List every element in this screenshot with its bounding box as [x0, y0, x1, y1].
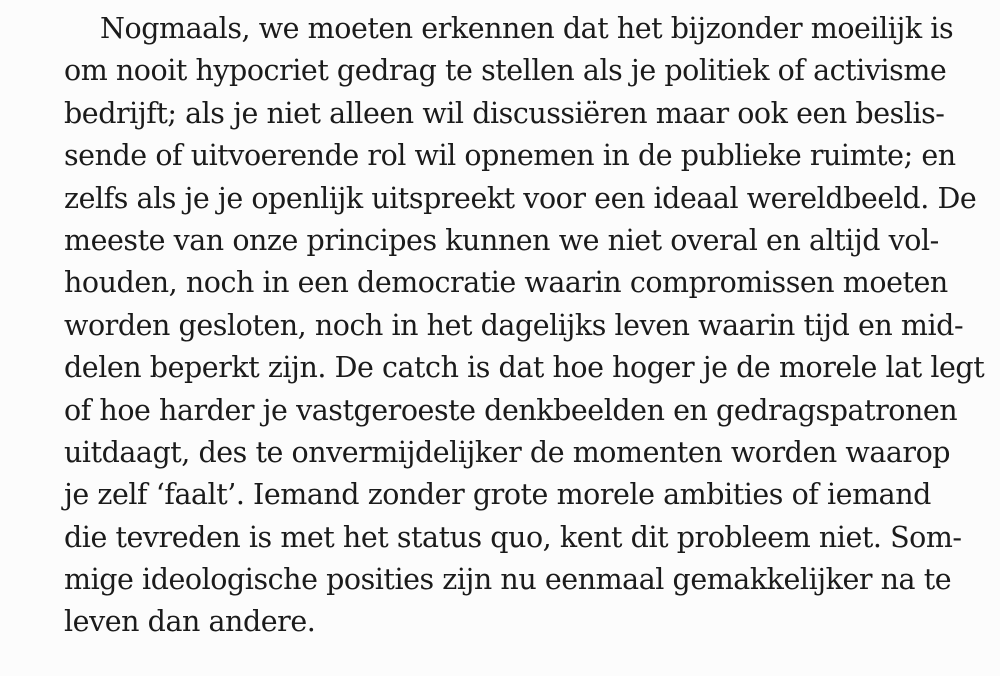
- body-paragraph: [64, 8, 985, 644]
- paragraph-line-6: meeste van onze principes kunnen we niet overal en altijd vol-: [64, 223, 939, 257]
- paragraph-line-8: worden gesloten, noch in het dagelijks leven waarin tijd en mid-: [64, 308, 964, 342]
- paragraph-line-1: Nogmaals, we moeten erkennen dat het bijzonder moeilijk is: [100, 12, 954, 45]
- paragraph-line-2: om nooit hypocriet gedrag te stellen als je politiek of activisme: [64, 54, 947, 88]
- paragraph-line-11: uitdaagt, des te onvermijdelijker de momenten worden waarop: [64, 435, 951, 469]
- paragraph-line-7: houden, noch in een democratie waarin compromissen moeten: [64, 266, 948, 300]
- paragraph-line-12: je zelf ‘faalt’. Iemand zonder grote morele ambities of iemand: [64, 478, 931, 512]
- paragraph-line-9: delen beperkt zijn. De catch is dat hoe hoger je de morele lat legt: [64, 351, 985, 385]
- paragraph-line-3: bedrijft; als je niet alleen wil discussiëren maar ook een beslis-: [64, 96, 945, 130]
- paragraph-line-5: zelfs als je je openlijk uitspreekt voor een ideaal wereldbeeld. De: [64, 181, 977, 215]
- paragraph-line-14: mige ideologische posities zijn nu eenmaal gemakkelijker na te: [64, 563, 952, 597]
- paragraph-line-15: leven dan andere.: [64, 605, 316, 639]
- paragraph-line-10: of hoe harder je vastgeroeste denkbeelden en gedragspatronen: [64, 393, 958, 427]
- clipped-previous-line: [100, 0, 820, 8]
- paragraph-line-4: sende of uitvoerende rol wil opnemen in de publieke ruimte; en: [64, 139, 956, 173]
- paragraph-line-13: die tevreden is met het status quo, kent dit probleem niet. Som-: [64, 520, 962, 554]
